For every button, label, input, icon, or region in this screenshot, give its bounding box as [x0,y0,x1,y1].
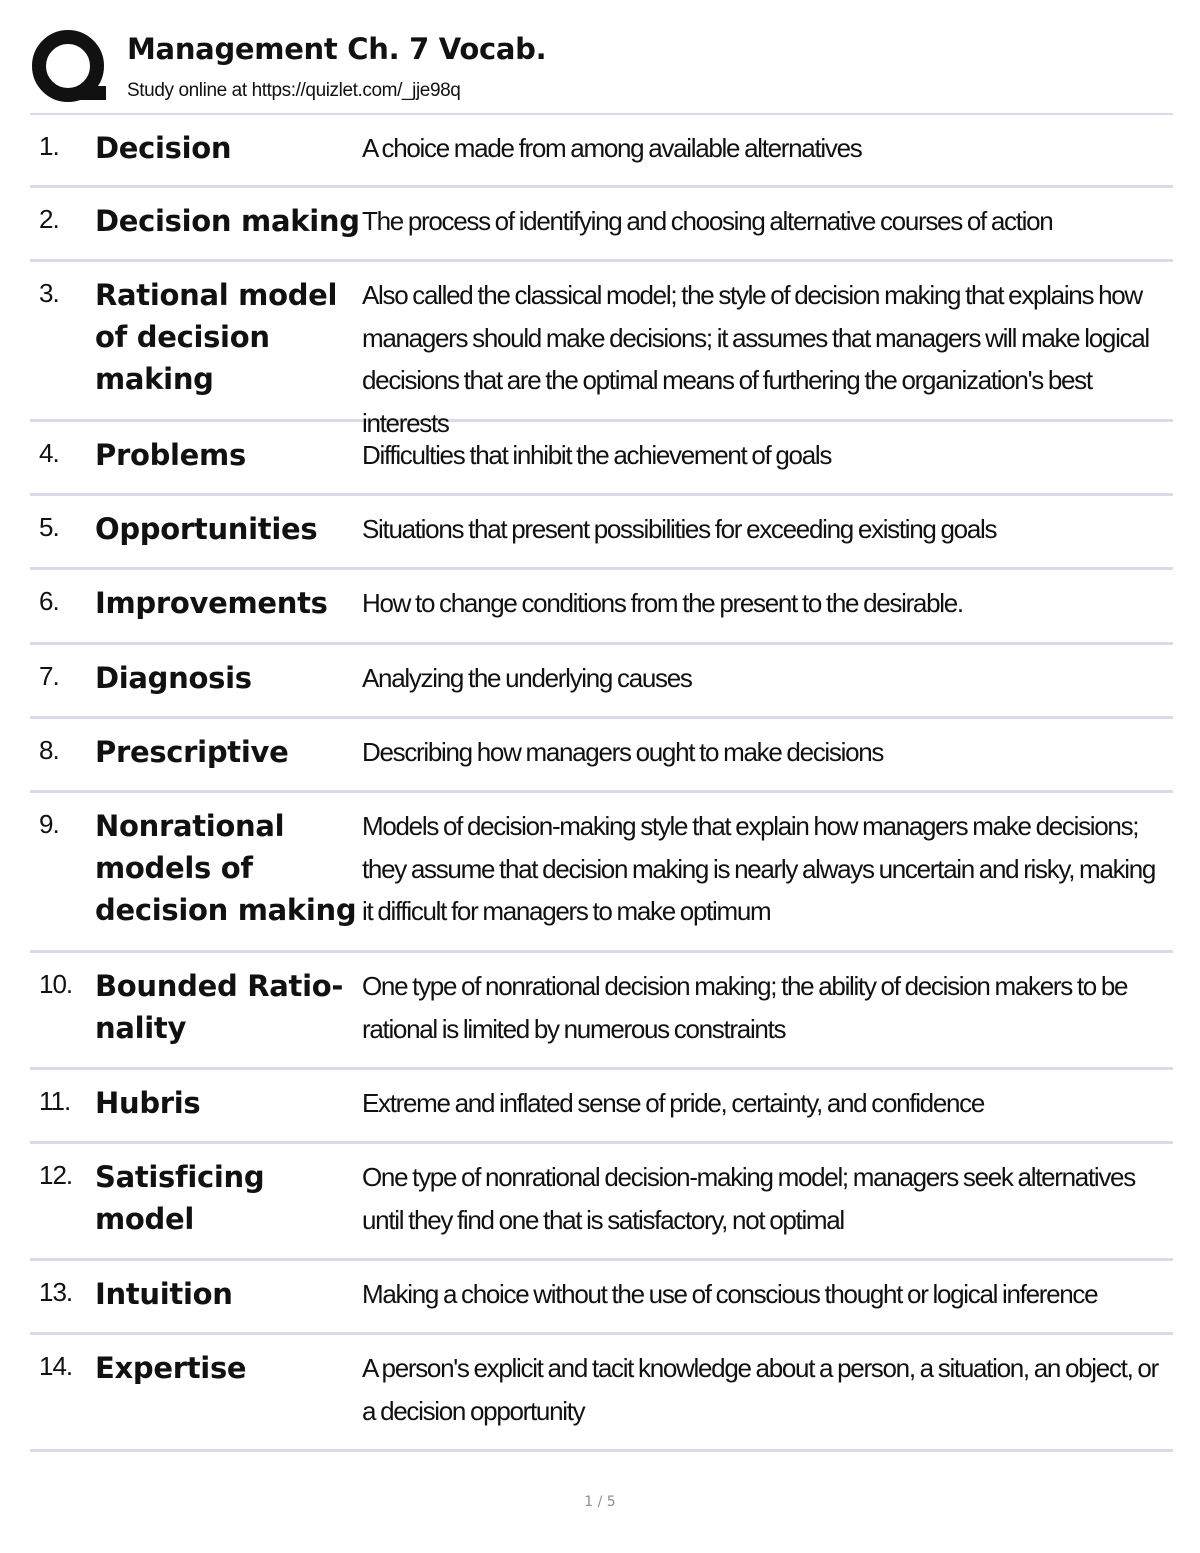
study-online-link-text[interactable]: Study online at https://quizlet.com/_jje98q [127,80,461,101]
vocab-term: Prescriptive [95,735,289,769]
vocab-term: Satisficing model [95,1160,265,1236]
vocab-definition: The process of identifying and choosing alternative courses of action [362,206,1053,236]
vocab-definition: Describing how managers ought to make decisions [362,737,884,767]
quizlet-logo-icon [30,28,110,108]
vocab-definition: Also called the classical model; the style of decision making that explains how managers should make decisions; it assumes that managers will make logical decisions that are the optimal means of furthering the organization's best interests [362,280,1149,438]
vocab-definition: Analyzing the underlying causes [362,663,692,693]
vocab-term: Improvements [95,586,328,620]
vocab-number: 10. [39,969,73,999]
vocab-row [30,188,1173,262]
vocab-number: 11. [39,1086,71,1116]
vocab-number: 6. [39,586,59,616]
vocab-definition: Difficulties that inhibit the achievement of goals [362,440,832,470]
vocab-term: Diagnosis [95,661,252,695]
vocab-definition: One type of nonrational decision making; the ability of decision makers to be rational is limited by numerous constraints [362,971,1128,1044]
vocab-term: Hubris [95,1086,201,1120]
vocab-row [30,422,1173,496]
page-title: Management Ch. 7 Vocab. [127,32,547,66]
vocab-row [30,719,1173,793]
vocab-term: Rational model of decision making [95,278,338,396]
vocab-definition: How to change conditions from the present to the desirable. [362,588,963,618]
vocab-number: 2. [39,204,59,234]
vocab-number: 12. [39,1160,73,1190]
vocab-definition: One type of nonrational decision-making model; managers seek alternatives until they find one that is satisfactory, not optimal [362,1162,1135,1235]
vocab-term: Nonrational models of decision making [95,809,357,927]
vocab-term: Bounded Ratio- nality [95,969,344,1045]
vocab-definition: Extreme and inflated sense of pride, certainty, and confidence [362,1088,985,1118]
vocab-term: Intuition [95,1277,233,1311]
vocab-row [30,115,1173,188]
vocab-number: 8. [39,735,59,765]
vocab-number: 9. [39,809,59,839]
vocab-list [30,115,1173,1452]
vocab-term: Decision [95,131,232,165]
vocab-term: Opportunities [95,512,318,546]
vocab-term: Problems [95,438,246,472]
vocab-row [30,645,1173,719]
vocab-row [30,793,1173,953]
vocab-row [30,953,1173,1070]
vocab-definition: Situations that present possibilities for exceeding existing goals [362,514,997,544]
vocab-row [30,570,1173,645]
vocab-number: 3. [39,278,59,308]
vocab-number: 14. [39,1351,73,1381]
vocab-definition: Making a choice without the use of conscious thought or logical inference [362,1279,1098,1309]
vocab-number: 5. [39,512,59,542]
vocab-term: Decision making [95,204,360,238]
vocab-number: 13. [39,1277,73,1307]
vocab-number: 4. [39,438,59,468]
vocab-definition: A person's explicit and tacit knowledge about a person, a situation, an object, or a decision opportunity [362,1353,1158,1426]
vocab-definition: A choice made from among available alternatives [362,133,862,163]
page-header [30,28,1173,112]
vocab-row [30,262,1173,438]
page-indicator: 1 / 5 [584,1494,616,1510]
vocab-definition: Models of decision-making style that explain how managers make decisions; they assume that decision making is nearly always uncertain and risky, making it difficult for managers to make optimum [362,811,1156,926]
vocab-number: 1. [39,131,59,161]
vocab-term: Expertise [95,1351,247,1385]
vocab-number: 7. [39,661,59,691]
vocab-row [30,496,1173,570]
vocab-row [30,1144,1173,1261]
vocab-row [30,1261,1173,1335]
vocab-row [30,1070,1173,1144]
vocab-row [30,1335,1173,1452]
